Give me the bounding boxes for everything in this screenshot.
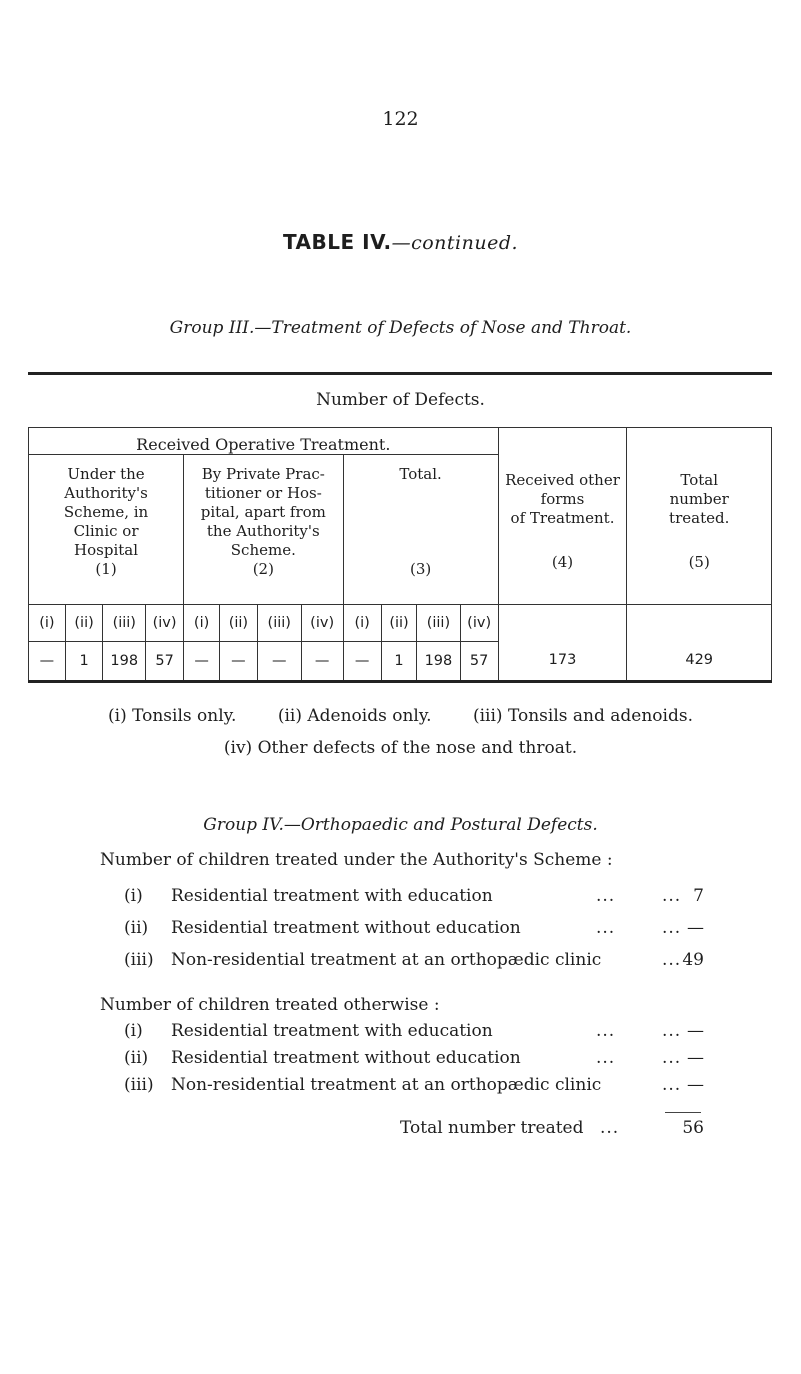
table-cell: — bbox=[184, 642, 220, 682]
sub-header: (i) bbox=[29, 605, 66, 642]
sub-header: (iv) bbox=[460, 605, 498, 642]
legend-i: (i) Tonsils only. bbox=[108, 706, 237, 726]
group4-heading: Group IV.—Orthopaedic and Postural Defects. bbox=[203, 815, 598, 835]
list-item: (ii) Residential treatment without education ... ... — bbox=[124, 1048, 704, 1068]
list-item: (iii) Non-residential treatment at an orthopædic clinic ... 49 bbox=[124, 950, 704, 970]
legend-line-1 bbox=[0, 706, 801, 726]
list-item: (i) Residential treatment with education ... ... — bbox=[124, 1021, 704, 1041]
received-operative-header: Received Operative Treatment. bbox=[29, 428, 499, 455]
sub-header: (iii) bbox=[257, 605, 301, 642]
sub-header: (iii) bbox=[417, 605, 460, 642]
scheme-intro: Number of children treated under the Authority's Scheme : bbox=[100, 850, 613, 870]
table-title-prefix: TABLE IV. bbox=[282, 230, 392, 254]
sub-header: (iii) bbox=[103, 605, 146, 642]
otherwise-intro: Number of children treated otherwise : bbox=[100, 995, 440, 1015]
table-title-suffix: —continued. bbox=[391, 232, 519, 254]
table-cell: 57 bbox=[146, 642, 184, 682]
total-header: Total. (3) bbox=[343, 455, 498, 605]
group3-heading: Group III.—Treatment of Defects of Nose and Throat. bbox=[169, 318, 632, 338]
legend-iii: (iii) Tonsils and adenoids. bbox=[472, 706, 693, 726]
table-cell: — bbox=[29, 642, 66, 682]
table-cell: 198 bbox=[417, 642, 460, 682]
page-number: 122 bbox=[382, 108, 419, 130]
sub-header: (i) bbox=[343, 605, 381, 642]
total-treated-header: Total number treated. (5) bbox=[627, 428, 772, 605]
table-cell: — bbox=[257, 642, 301, 682]
sub-header: (ii) bbox=[381, 605, 416, 642]
list-item: (iii) Non-residential treatment at an orthopædic clinic ... — bbox=[124, 1075, 704, 1095]
total-rule bbox=[665, 1112, 701, 1113]
table-cell: — bbox=[220, 642, 258, 682]
list-item: (ii) Residential treatment without education ... ... — bbox=[124, 918, 704, 938]
legend-iv: (iv) Other defects of the nose and throat. bbox=[223, 738, 578, 758]
private-practitioner-header: By Private Prac- titioner or Hos- pital, apart from the Authority's Scheme. (2) bbox=[184, 455, 343, 605]
table-cell: — bbox=[343, 642, 381, 682]
total-treated-value: 429 bbox=[627, 605, 772, 682]
total-value: 56 bbox=[682, 1118, 704, 1138]
total-label: Total number treated bbox=[400, 1118, 584, 1138]
table-title bbox=[0, 230, 801, 254]
authority-scheme-header: Under the Authority's Scheme, in Clinic or Hospital (1) bbox=[29, 455, 184, 605]
total-line: Total number treated ... 56 bbox=[400, 1118, 704, 1138]
defects-table bbox=[28, 427, 772, 683]
sub-header: (i) bbox=[184, 605, 220, 642]
legend-ii: (ii) Adenoids only. bbox=[277, 706, 432, 726]
table-cell: 57 bbox=[460, 642, 498, 682]
sub-header: (iv) bbox=[301, 605, 343, 642]
other-forms-value: 173 bbox=[498, 605, 627, 682]
sub-header: (iv) bbox=[146, 605, 184, 642]
list-item: (i) Residential treatment with education ... ... 7 bbox=[124, 886, 704, 906]
table-cell: — bbox=[301, 642, 343, 682]
sub-header: (ii) bbox=[65, 605, 103, 642]
table-cell: 1 bbox=[381, 642, 416, 682]
table-top-rule bbox=[28, 372, 772, 375]
sub-header: (ii) bbox=[220, 605, 258, 642]
table-cell: 1 bbox=[65, 642, 103, 682]
table-caption: Number of Defects. bbox=[316, 390, 485, 410]
table-cell: 198 bbox=[103, 642, 146, 682]
other-forms-header: Received other forms of Treatment. (4) bbox=[498, 428, 627, 605]
